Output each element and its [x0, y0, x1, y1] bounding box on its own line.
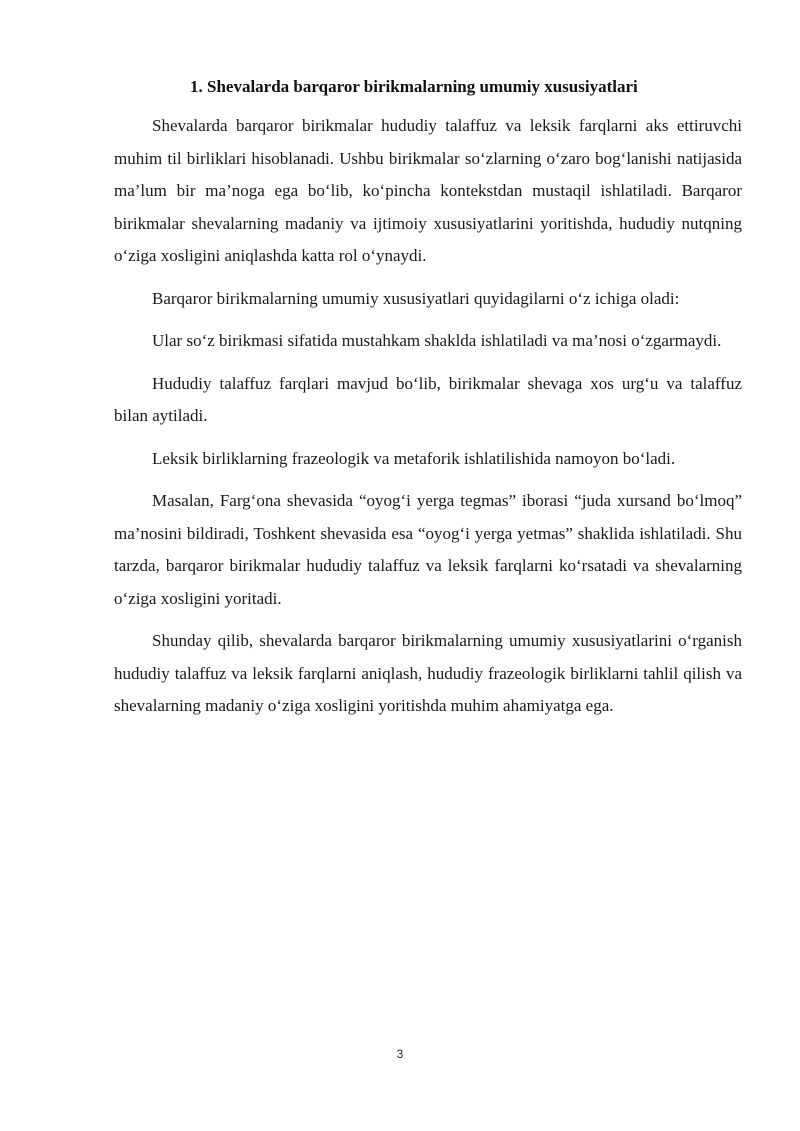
- paragraph-intro: Shevalarda barqaror birikmalar hududiy talaffuz va leksik farqlarni aks ettiruvchi muhim til birliklari hisoblanadi. Ushbu birikmalar so‘zlarning o‘zaro bog‘lanishi natijasida ma’lum bir ma’noga ega bo‘lib, ko‘pincha kontekstdan mustaqil ishlatiladi. Barqaror birikmalar shevalarning madaniy va ijtimoiy xususiyatlarini yoritishda, hududiy nutqning o‘ziga xosligini aniqlashda katta rol o‘ynaydi.: [114, 116, 742, 265]
- paragraph-example: Masalan, Farg‘ona shevasida “oyog‘i yerga tegmas” iborasi “juda xursand bo‘lmoq” ma’nosini bildiradi, Toshkent shevasida esa “oyog‘i yerga yetmas” shaklida ishlatiladi. Shu tarzda, barqaror birikmalar hududiy talaffuz va leksik farqlarni ko‘rsatadi va shevalarning o‘ziga xosligini yoritadi.: [114, 491, 742, 608]
- paragraph-feature-lexical: Leksik birliklarning frazeologik va metaforik ishlatilishida namoyon bo‘ladi.: [152, 448, 676, 468]
- page-number: 3: [396, 1047, 404, 1061]
- paragraph-features-lead: Barqaror birikmalarning umumiy xususiyatlari quyidagilarni o‘z ichiga oladi:: [152, 288, 680, 308]
- paragraph-conclusion: Shunday qilib, shevalarda barqaror birikmalarning umumiy xususiyatlarini o‘rganish hududiy talaffuz va leksik farqlarni aniqlash, hududiy frazeologik birliklarni tahlil qilish va shevalarning madaniy o‘ziga xosligini yoritishda muhim ahamiyatga ega.: [114, 631, 742, 715]
- section-heading: 1. Shevalarda barqaror birikmalarning umumiy xususiyatlari: [190, 77, 638, 96]
- page-content: [114, 74, 742, 733]
- paragraph-feature-pronunciation: Hududiy talaffuz farqlari mavjud bo‘lib, birikmalar shevaga xos urg‘u va talaffuz bilan aytiladi.: [114, 373, 742, 425]
- paragraph-feature-stable-form: Ular so‘z birikmasi sifatida mustahkam shaklda ishlatiladi va ma’nosi o‘zgarmaydi.: [152, 331, 722, 350]
